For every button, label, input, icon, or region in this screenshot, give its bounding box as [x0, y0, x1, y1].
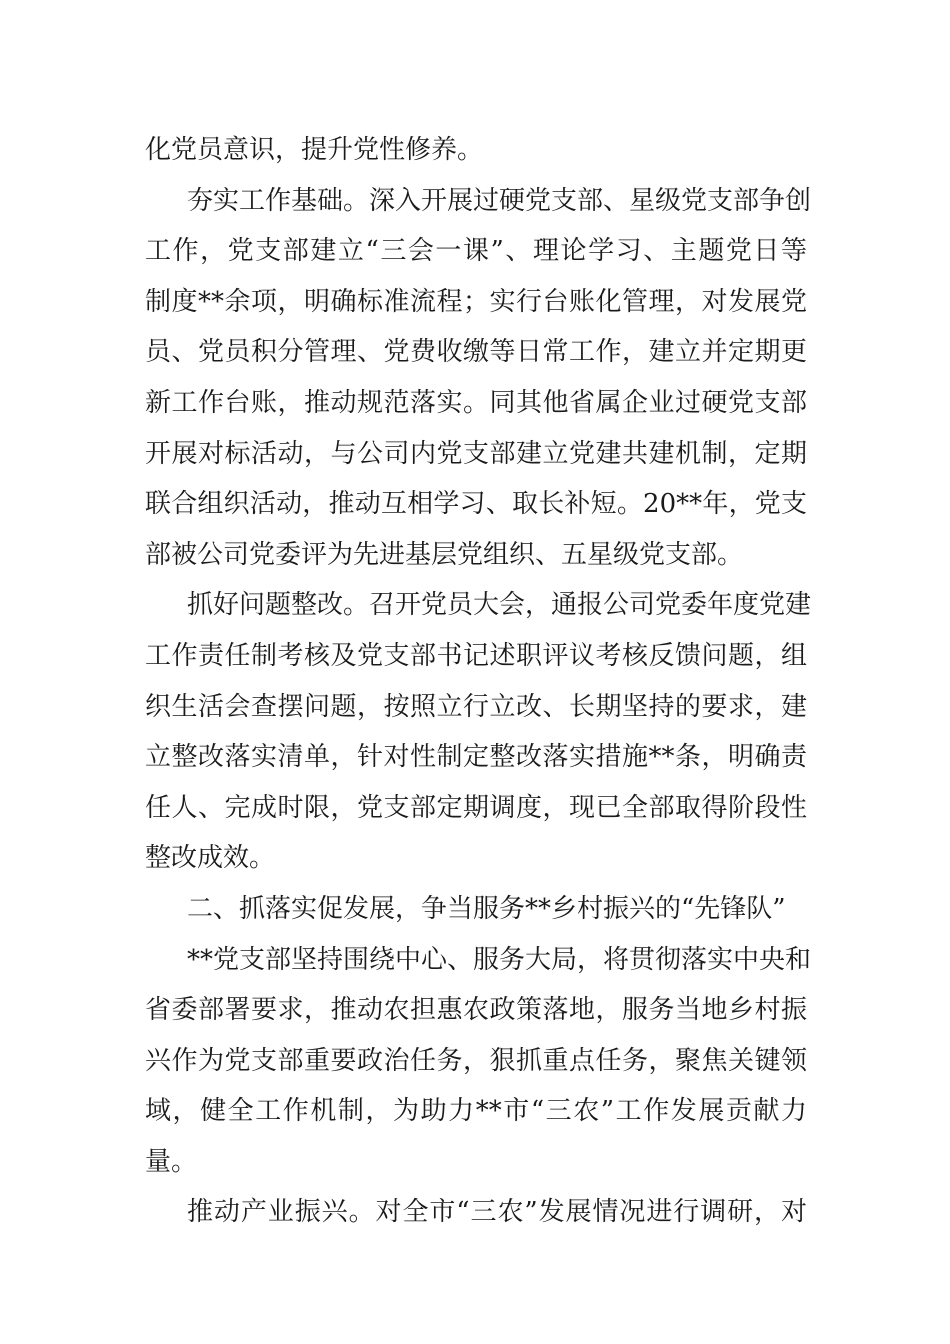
- section-heading: 二、抓落实促发展，争当服务**乡村振兴的“先锋队”: [187, 893, 786, 924]
- text-line: 抓好问题整改。召开党员大会，通报公司党委年度党建: [187, 590, 812, 621]
- text-line: 部被公司党委评为先进基层党组织、五星级党支部。: [145, 539, 744, 570]
- text-line: 工作，党支部建立“三会一课”、理论学习、主题党日等: [145, 236, 807, 267]
- text-line: 量。: [145, 1146, 198, 1177]
- text-line: 织生活会查摆问题，按照立行立改、长期坚持的要求，建: [145, 691, 807, 722]
- text-line: 联合组织活动，推动互相学习、取长补短。20**年，党支: [145, 489, 807, 520]
- document-body: [145, 125, 812, 1238]
- text-line: 立整改落实清单，针对性制定整改落实措施**条，明确责: [145, 742, 807, 773]
- text-line: 员、党员积分管理、党费收缴等日常工作，建立并定期更: [145, 337, 807, 368]
- text-line: 夯实工作基础。深入开展过硬党支部、星级党支部争创: [187, 185, 812, 216]
- text-line: 推动产业振兴。对全市“三农”发展情况进行调研，对: [187, 1197, 807, 1228]
- text-line: 开展对标活动，与公司内党支部建立党建共建机制，定期: [145, 438, 807, 469]
- text-line: **党支部坚持围绕中心、服务大局，将贯彻落实中央和: [187, 944, 812, 975]
- text-line: 制度**余项，明确标准流程；实行台账化管理，对发展党: [145, 286, 807, 317]
- text-line: 新工作台账，推动规范落实。同其他省属企业过硬党支部: [145, 387, 807, 418]
- text-line: 整改成效。: [145, 843, 276, 874]
- text-line: 任人、完成时限，党支部定期调度，现已全部取得阶段性: [145, 792, 807, 823]
- text-line: 省委部署要求，推动农担惠农政策落地，服务当地乡村振: [145, 995, 807, 1026]
- text-line: 域，健全工作机制，为助力**市“三农”工作发展贡献力: [145, 1096, 807, 1127]
- text-line: 化党员意识，提升党性修养。: [145, 135, 484, 165]
- text-line: 工作责任制考核及党支部书记述职评议考核反馈问题，组: [145, 640, 807, 671]
- text-line: 兴作为党支部重要政治任务，狠抓重点任务，聚焦关键领: [145, 1045, 807, 1076]
